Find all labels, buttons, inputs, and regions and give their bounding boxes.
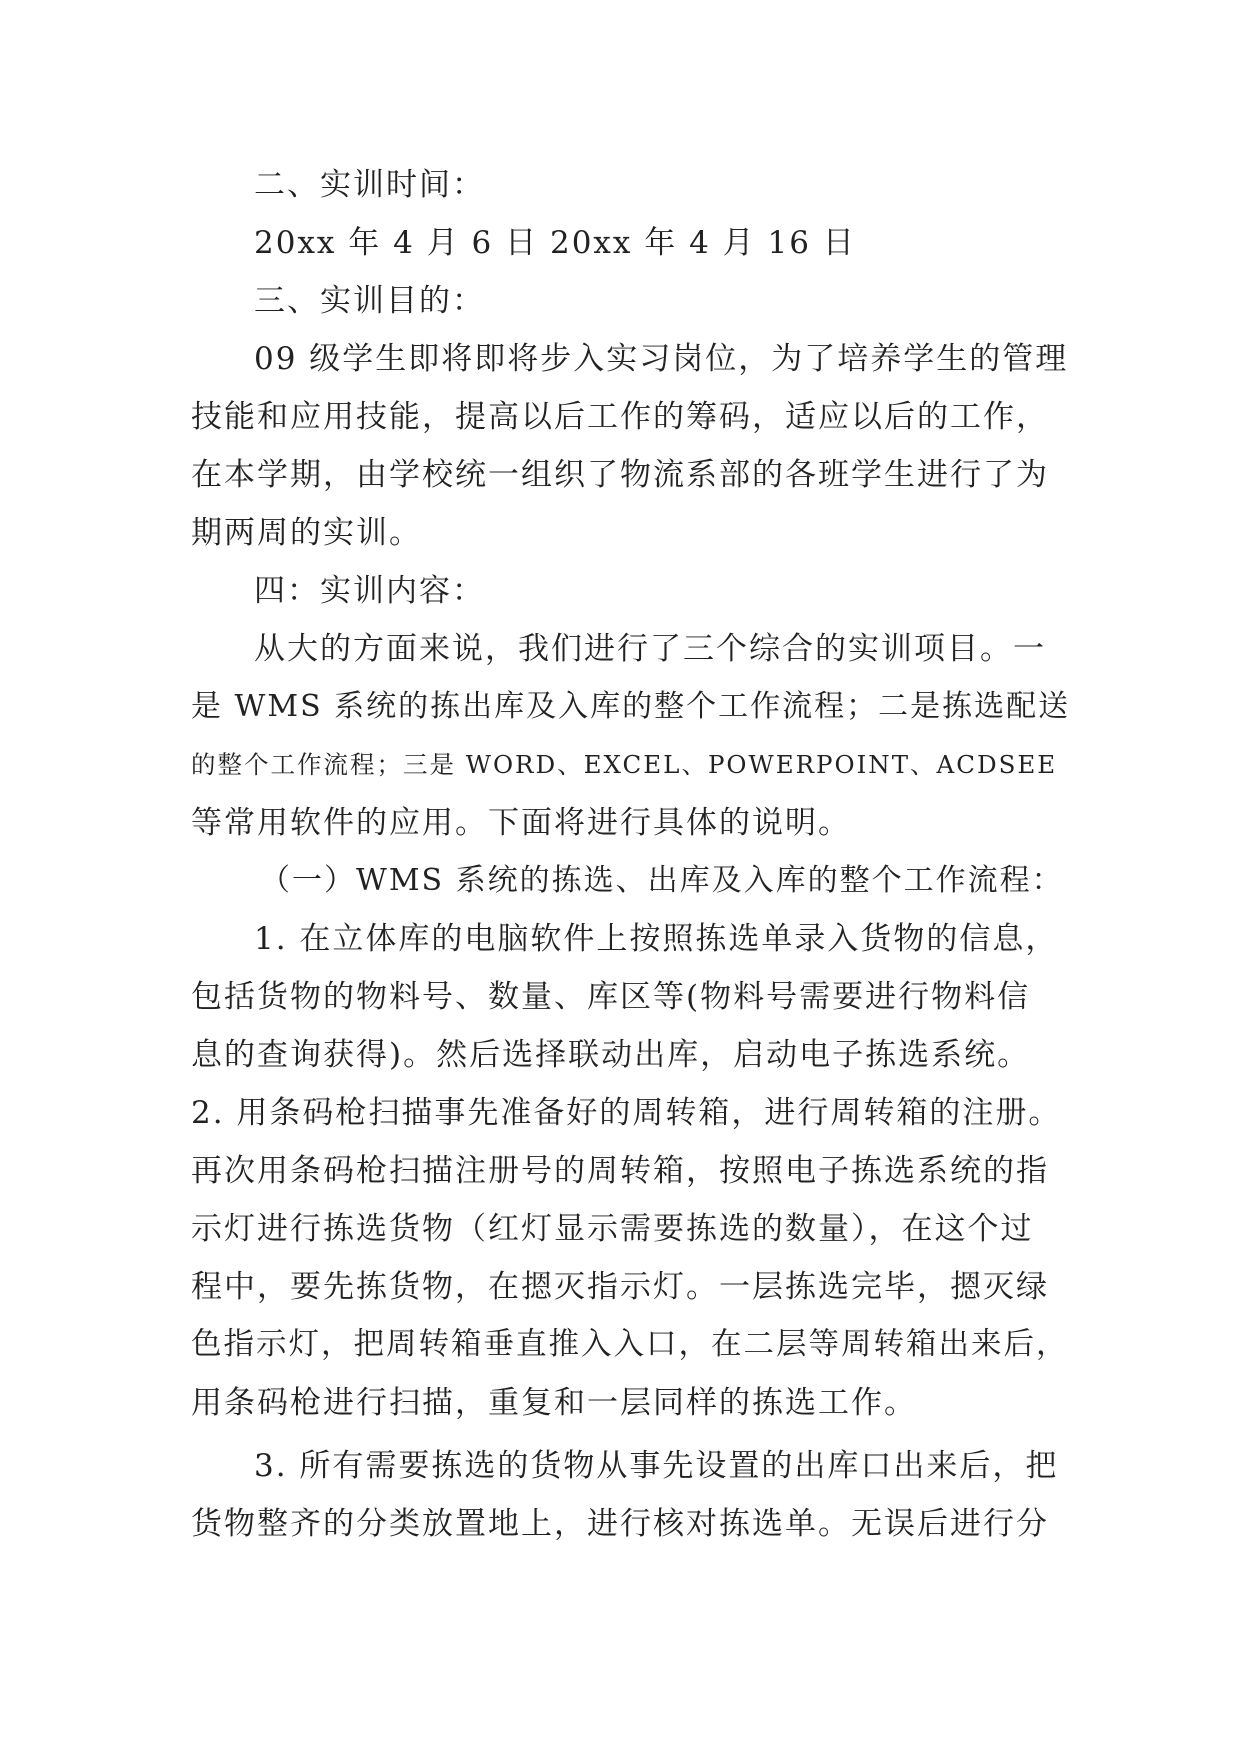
paragraph-line: 息的查询获得)。然后选择联动出库，启动电子拣选系统。 [191, 1037, 1031, 1073]
section-heading-training-purpose: 三、实训目的： [254, 283, 485, 319]
paragraph-line: 示灯进行拣选货物（红灯显示需要拣选的数量），在这个过 [191, 1211, 1034, 1247]
paragraph-line: 再次用条码枪扫描注册号的周转箱，按照电子拣选系统的指 [191, 1153, 1049, 1189]
paragraph-line: 2. 用条码枪扫描事先准备好的周转箱，进行周转箱的注册。 [191, 1095, 1062, 1131]
paragraph-line: 货物整齐的分类放置地上，进行核对拣选单。无误后进行分 [191, 1506, 1049, 1542]
subsection-heading-wms: （一）WMS 系统的拣选、出库及入库的整个工作流程： [260, 863, 1064, 898]
paragraph-line: 用条码枪进行扫描，重复和一层同样的拣选工作。 [191, 1385, 917, 1421]
paragraph-line: 是 WMS 系统的拣出库及入库的整个工作流程；二是拣选配送 [191, 689, 1071, 724]
paragraph-line: 1. 在立体库的电脑软件上按照拣选单录入货物的信息， [254, 921, 1059, 957]
paragraph-line: 3. 所有需要拣选的货物从事先设置的出库口出来后，把 [254, 1448, 1059, 1484]
paragraph-line: 程中，要先拣货物，在摁灭指示灯。一层拣选完毕，摁灭绿 [191, 1269, 1049, 1305]
paragraph-line: 从大的方面来说，我们进行了三个综合的实训项目。一 [254, 631, 1046, 667]
paragraph-line: 色指示灯，把周转箱垂直推入入口，在二层等周转箱出来后， [191, 1327, 1069, 1362]
paragraph-line: 的整个工作流程；三是 WORD、EXCEL、POWERPOINT、ACDSEE [191, 750, 1058, 779]
paragraph-line: 等常用软件的应用。下面将进行具体的说明。 [191, 805, 851, 841]
training-time-value: 20xx 年 4 月 6 日 20xx 年 4 月 16 日 [254, 225, 856, 261]
section-heading-training-content: 四：实训内容： [254, 573, 485, 609]
paragraph-line: 技能和应用技能，提高以后工作的筹码，适应以后的工作， [191, 399, 1049, 435]
paragraph-line: 09 级学生即将即将步入实习岗位，为了培养学生的管理 [254, 341, 1069, 377]
paragraph-line: 包括货物的物料号、数量、库区等(物料号需要进行物料信 [191, 979, 1031, 1015]
paragraph-line: 期两周的实训。 [191, 515, 422, 551]
paragraph-line: 在本学期，由学校统一组织了物流系部的各班学生进行了为 [191, 457, 1049, 493]
section-heading-training-time: 二、实训时间： [254, 167, 485, 203]
